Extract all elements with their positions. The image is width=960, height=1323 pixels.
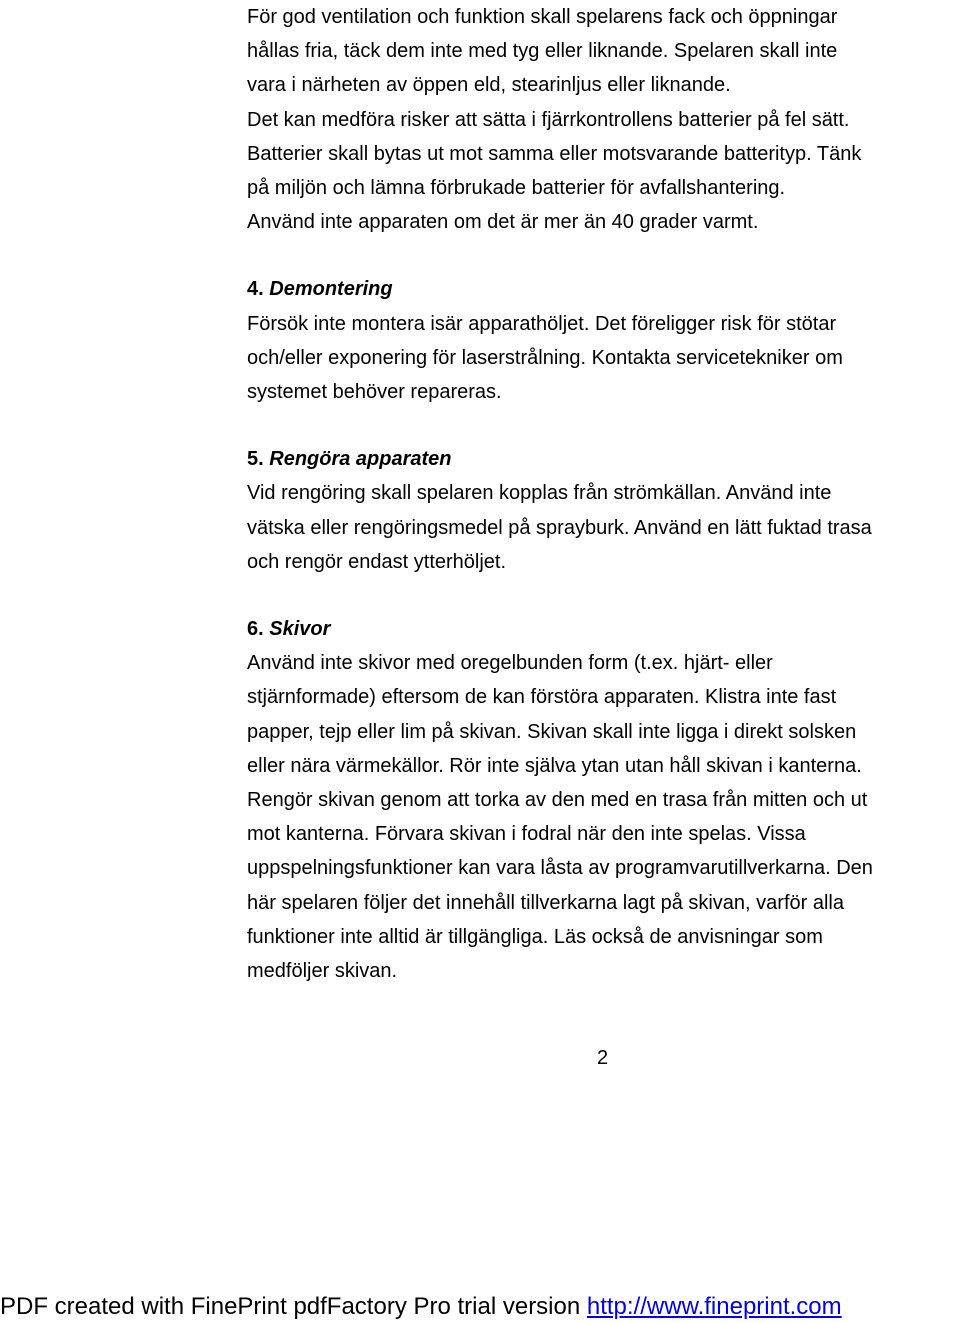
text-line: systemet behöver repareras.	[247, 381, 502, 404]
text-line: stjärnformade) eftersom de kan förstöra apparaten. Klistra inte fast	[247, 686, 837, 709]
section-heading	[247, 442, 960, 476]
text-line: på miljön och lämna förbrukade batterier för avfallshantering.	[247, 177, 786, 200]
text-line: eller nära värmekällor. Rör inte själva ytan utan håll skivan i kanterna.	[247, 754, 862, 777]
text-line: och/eller exponering för laserstrålning. Kontakta servicetekniker om	[247, 346, 843, 369]
text-line: Rengör skivan genom att torka av den med en trasa från mitten och ut	[247, 789, 868, 812]
footer-link[interactable]: http://www.fineprint.com	[586, 1293, 842, 1320]
section-number: 6.	[247, 618, 264, 641]
section-title: Skivor	[269, 618, 331, 641]
text-line: För god ventilation och funktion skall spelarens fack och öppningar	[247, 6, 838, 28]
text-line: hållas fria, täck dem inte med tyg eller liknande. Spelaren skall inte	[247, 40, 838, 63]
intro-paragraph	[247, 0, 960, 239]
text-line: Försök inte montera isär apparathöljet. Det föreligger risk för stötar	[247, 312, 837, 335]
text-line: Använd inte apparaten om det är mer än 40 grader varmt.	[247, 211, 759, 234]
page-number: 2	[597, 1047, 609, 1069]
section-title: Demontering	[269, 278, 393, 301]
footer-text: PDF created with FinePrint pdfFactory Pro trial version	[0, 1293, 587, 1320]
text-line: vätska eller rengöringsmedel på sprayburk. Använd en lätt fuktad trasa	[247, 516, 872, 539]
text-line: Använd inte skivor med oregelbunden form (t.ex. hjärt- eller	[247, 652, 773, 675]
text-line: Batterier skall bytas ut mot samma eller motsvarande batterityp. Tänk	[247, 142, 862, 165]
text-line: uppspelningsfunktioner kan vara låsta av programvarutillverkarna. Den	[247, 857, 873, 880]
document-body	[247, 0, 960, 988]
pdf-footer	[0, 1291, 842, 1323]
section-heading	[247, 612, 960, 646]
text-line: medföljer skivan.	[247, 960, 398, 983]
section-heading	[247, 272, 960, 306]
text-line: Det kan medföra risker att sätta i fjärrkontrollens batterier på fel sätt.	[247, 108, 850, 131]
section-skivor	[247, 612, 960, 988]
section-demontering	[247, 272, 960, 409]
text-line: mot kanterna. Förvara skivan i fodral när den inte spelas. Vissa	[247, 823, 806, 846]
text-line: och rengör endast ytterhöljet.	[247, 550, 507, 573]
text-line: papper, tejp eller lim på skivan. Skivan skall inte ligga i direkt solsken	[247, 720, 857, 743]
section-rengora-apparaten	[247, 442, 960, 579]
section-number: 5.	[247, 448, 264, 471]
text-line: här spelaren följer det innehåll tillverkarna lagt på skivan, varför alla	[247, 891, 844, 914]
text-line: Vid rengöring skall spelaren kopplas från strömkällan. Använd inte	[247, 482, 832, 505]
text-line: funktioner inte alltid är tillgängliga. Läs också de anvisningar som	[247, 925, 823, 948]
text-line: vara i närheten av öppen eld, stearinljus eller liknande.	[247, 74, 731, 97]
section-title: Rengöra apparaten	[269, 448, 452, 471]
section-number: 4.	[247, 278, 264, 301]
